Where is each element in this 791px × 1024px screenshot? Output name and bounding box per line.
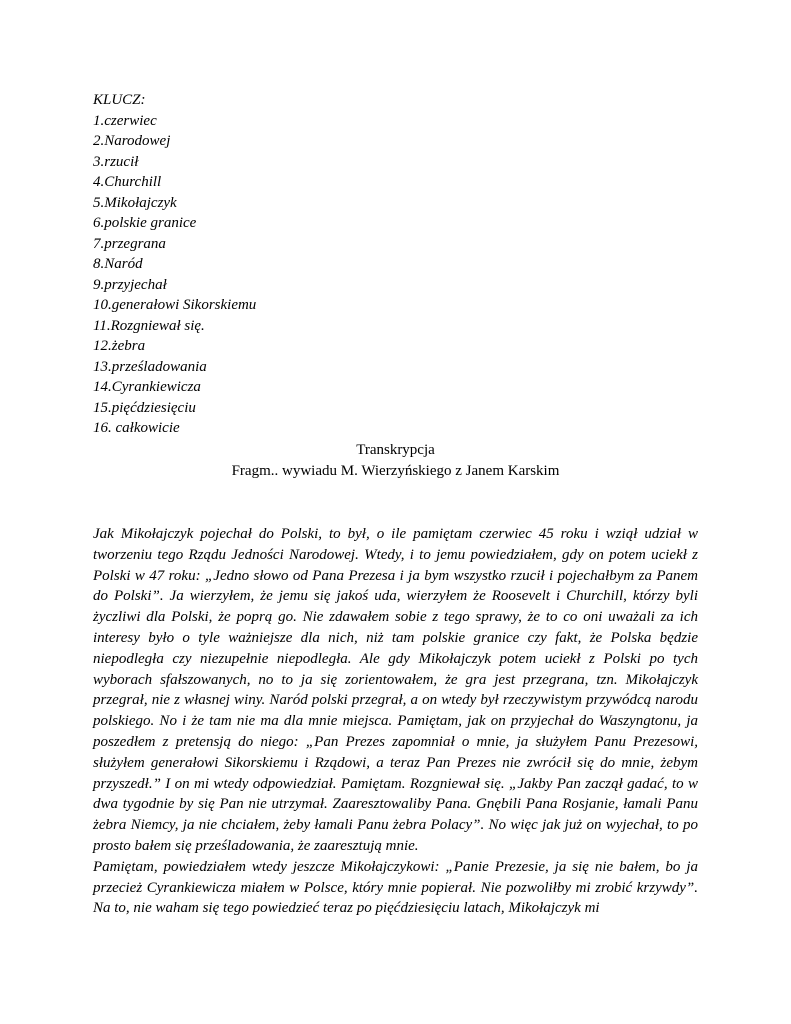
answer-key-title: KLUCZ: — [93, 92, 146, 108]
answer-key-item: 4.Churchill — [93, 174, 162, 190]
answer-key-item: 1.czerwiec — [93, 112, 157, 129]
answer-key-item: 12.żebra — [93, 338, 146, 354]
transcript-title: Transkrypcja — [356, 442, 435, 458]
answer-key-item: 16. całkowicie — [93, 420, 180, 436]
answer-key-item: 2.Narodowej — [93, 133, 171, 149]
answer-key-item: 7.przegrana — [93, 235, 166, 252]
answer-key — [93, 90, 256, 439]
answer-key-item: 5.Mikołajczyk — [93, 194, 177, 211]
answer-key-item: 13.prześladowania — [93, 358, 207, 375]
transcript-subtitle: Fragm.. wywiadu M. Wierzyńskiego z Janem Karskim — [231, 462, 560, 479]
answer-key-item: 14.Cyrankiewicza — [93, 379, 201, 395]
transcript-body — [93, 524, 698, 919]
answer-key-item: 8.Naród — [93, 256, 143, 272]
answer-key-item: 3.rzucił — [93, 153, 139, 170]
answer-key-item: 15.pięćdziesięciu — [93, 399, 196, 416]
answer-key-item: 11.Rozgniewał się. — [93, 317, 205, 334]
transcript-heading — [0, 440, 791, 481]
transcript-paragraph: Jak Mikołajczyk pojechał do Polski, to był, o ile pamiętam czerwiec 45 roku i wziął udział w tworzeniu tego Rządu Jedności Narodowej. Wtedy, i to jemu powiedziałem, gdy on potem uciekł z Polski w 47 roku: „Jedno słowo od Pana Prezesa i ja bym wszystko rzucił i pojechałbym za Panem do Polski”. Ja wierzyłem, że jemu się jakoś uda, wierzyłem że Roosevelt i Churchill, którzy byli życzliwi dla Polski, że poprą go. Nie zdawałem sobie z tego sprawy, że to co oni uważali za ich interesy było o tyle ważniejsze dla nich, niż tam polskie granice czy fakt, że Polska będzie niepodległa czy niezupełnie niepodległa. Ale gdy Mikołajczyk potem uciekł z Polski po tych wyborach sfałszowanych, no to ja się zorientowałem, że gra jest przegrana, tzn. Mikołajczyk przegrał, nie z własnej winy. Naród polski przegrał, a on wtedy był rzeczywistym przywódcą narodu polskiego. No i że tam nie ma dla mnie miejsca. Pamiętam, jak on przyjechał do Waszyngtonu, ja poszedłem z pretensją do niego: „Pan Prezes zapomniał o mnie, ja służyłem Panu Prezesowi, służyłem generałowi Sikorskiemu i Rządowi, a teraz Pan Prezes nie zwrócił się do mnie, żebym przyszedł.” I on mi wtedy odpowiedział. Pamiętam. Rozgniewał się. „Jakby Pan zaczął gadać, to w dwa tygodnie by się Pan nie utrzymał. Zaaresztowaliby Pana. Gnębili Pana Rosjanie, łamali Panu żebra Niemcy, ja nie chciałem, żeby łamali Panu żebra Polacy”. No więc jak już on wyjechał, to po prosto bałem się prześladowania, że zaaresztują mnie. — [93, 526, 698, 854]
transcript-paragraph: Pamiętam, powiedziałem wtedy jeszcze Mikołajczykowi: „Panie Prezesie, ja się nie bałem, bo ja przecież Cyrankiewicza miałem w Polsce, który mnie popierał. Nie pozwoliłby mi zrobić krzywdy”. Na to, nie waham się tego powiedzieć teraz po pięćdziesięciu latach, Mikołajczyk mi — [93, 858, 698, 917]
answer-key-item: 10.generałowi Sikorskiemu — [93, 297, 257, 313]
answer-key-item: 9.przyjechał — [93, 276, 167, 293]
answer-key-item: 6.polskie granice — [93, 215, 197, 231]
